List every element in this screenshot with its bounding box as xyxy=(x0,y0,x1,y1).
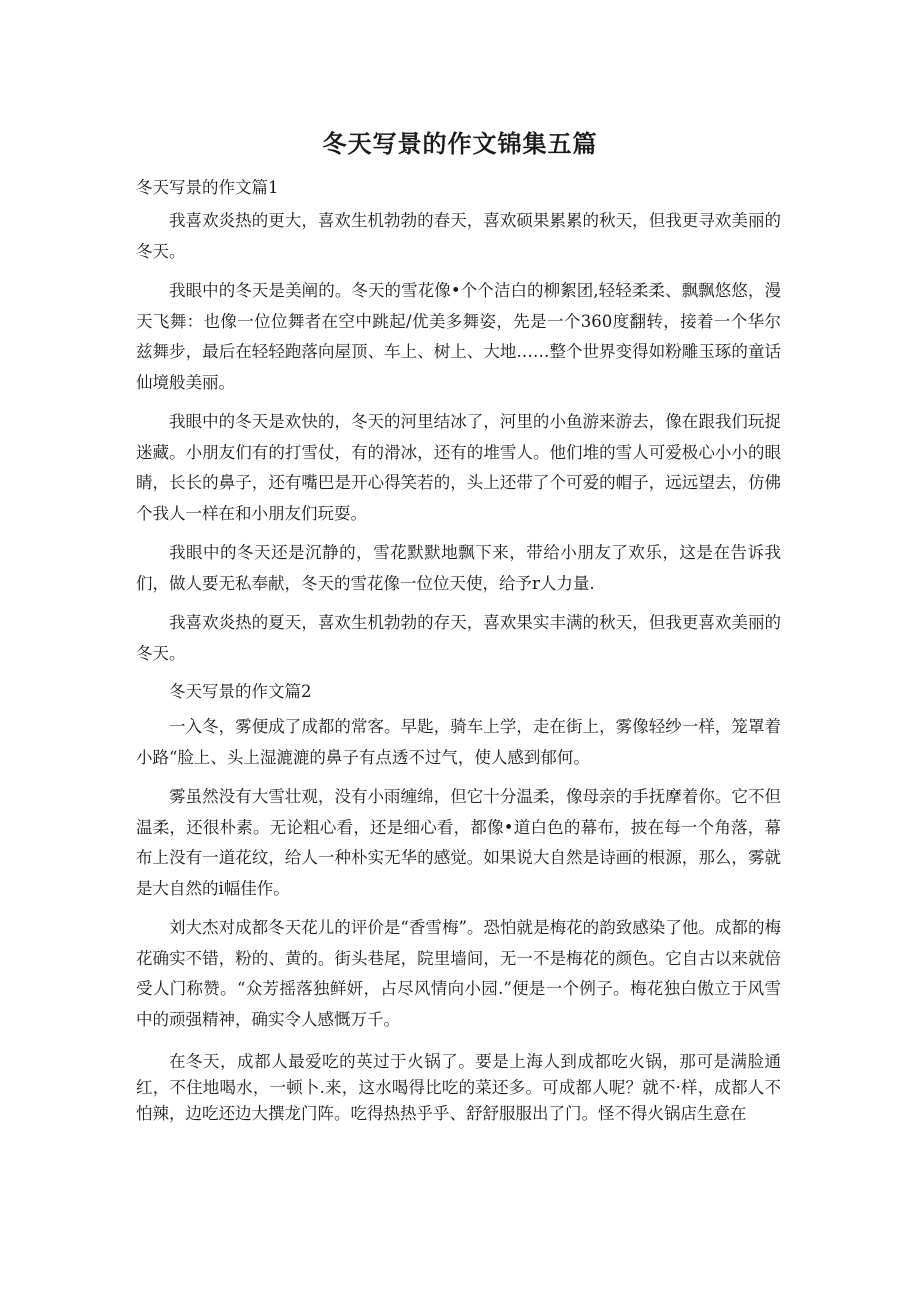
document-body xyxy=(136,174,781,1136)
paragraph: 我眼中的冬天是欢快的，冬天的河里结冰了，河里的小鱼游来游去，像在跟我们玩捉迷藏。小朋友们有的打雪仗，有的滑冰，还有的堆雪人。他们堆的雪人可爱极心小小的眼睛，长长的鼻子，还有嘴巴是开心得笑若的，头上还带了个可爱的帽子，远远望去，仿佛个我人一样在和小朋友们玩耍。 xyxy=(136,412,781,523)
paragraph: 我眼中的冬天是美阐的。冬天的雪花像•个个洁白的柳絮团,轻轻柔柔、飘飘悠悠，漫天飞舞：也像一位位舞者在空中跳起/优美多舞姿，先是一个360度翻转，接着一个华尔兹舞步，最后在轻轻跑落向屋顶、车上、树上、大地……整个世界变得如粉雕玉琢的童话仙境般美丽。 xyxy=(136,281,781,392)
paragraph: 刘大杰对成都冬天花儿的评价是“香雪梅”。恐怕就是梅花的韵致感染了他。成都的梅花确实不错，粉的、黄的。街头巷尾，院里墙间，无一不是梅花的颜色。它自古以来就倍受人门称赞。“众芳摇落独鲜妍，占尽风情向小园.”便是一个例子。梅花独白傲立于风雪中的顽强精神，确实令人感慨万千。 xyxy=(136,918,781,1029)
paragraph: 我喜欢炎热的更大，喜欢生机勃勃的春天，喜欢硕果累累的秋天，但我更寻欢美丽的冬天。 xyxy=(136,211,781,261)
page-title: 冬天写景的作文锦集五篇 xyxy=(322,130,598,158)
paragraph: 我喜欢炎热的夏天，喜欢生机勃勃的存天，喜欢果实丰满的秋天，但我更喜欢美丽的冬天。 xyxy=(136,613,781,663)
paragraph: 雾虽然没有大雪壮观，没有小雨缠绵，但它十分温柔，像母亲的手抚摩着你。它不但温柔，还很朴素。无论粗心看，还是细心看，都像•道白色的幕布，披在每一个角落，幕布上没有一道花纹，给人一种朴实无华的感觉。如果说大自然是诗画的根源，那么，雾就是大自然的i幅佳作。 xyxy=(136,787,781,898)
section-heading-1: 冬天写景的作文篇1 xyxy=(136,178,279,197)
paragraph: 在冬天，成都人最爱吃的英过于火锅了。要是上海人到成都吃火锅，那可是满脸通红，不住地喝水，一顿卜.来，这水喝得比吃的菜还多。可成都人呢？就不·样，成都人不怕辣，边吃还边大撰龙门阵。吃得热热乎乎、舒舒服服出了门。怪不得火锅店生意在 xyxy=(136,1052,781,1123)
section-heading-2: 冬天写景的作文篇2 xyxy=(169,682,312,701)
paragraph: 我眼中的冬天还是沉静的，雪花默默地飘下来，带给小朋友了欢乐，这是在告诉我们，做人要无私奉献，冬天的雪花像一位位天使，给予r人力量. xyxy=(136,543,781,593)
paragraph: 一入冬，雾便成了成都的常客。早匙，骑车上学，走在街上，雾像轻纱一样，笼罩着小路“脸上、头上湿漉漉的鼻子有点透不过气，使人感到郁何。 xyxy=(136,717,781,767)
